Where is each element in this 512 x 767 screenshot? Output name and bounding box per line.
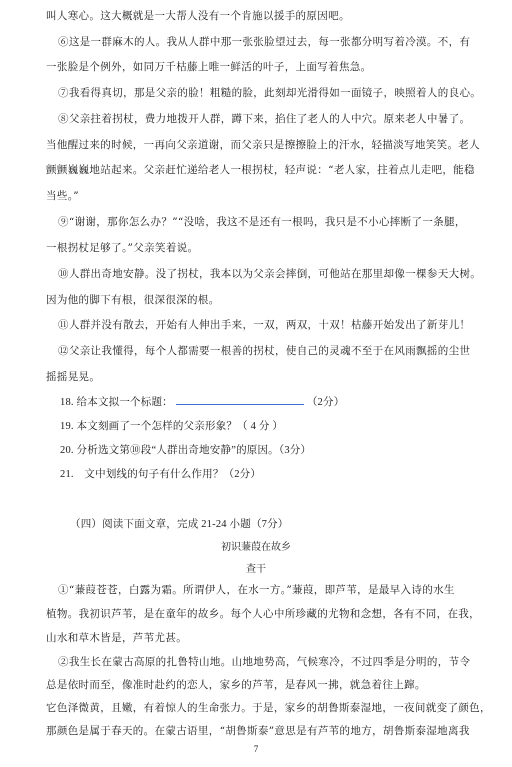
article-line: 植物。我初识芦苇，是在童年的故乡。每个人心中所珍藏的尤物和念想，各有不同，在我， [46,608,480,620]
paragraph-11-line: ⑪人群并没有散去，开始有人伸出手来，一双，两双，十双！枯藤开始发出了新芽儿！ [58,319,471,331]
article-line: 山水和草木皆是，芦苇尤甚。 [46,632,188,644]
section-heading: （四）阅读下面文章，完成 21-24 小题（7分） [70,519,289,530]
text-line: 一根拐杖足够了。”父亲笑着说。 [46,242,199,254]
paragraph-12-line: ⑫父亲让我懂得，每个人都需要一根善的拐杖，使自己的灵魂不至于在风雨飘摇的尘世 [58,345,471,357]
article-title: 初识蒹葭在故乡 [221,542,291,553]
text-line: 颤颤巍巍地站起来。父亲赶忙递给老人一根拐杖，轻声说：“老人家，拄着点儿走吧，能稳 [46,164,475,176]
paragraph-9-line: ⑨“谢谢，那你怎么办？”“没啥，我这不是还有一根吗，我只是不小心摔断了一条腿， [58,216,466,228]
article-line: 那颜色是属于春天的。在蒙古语里，“胡鲁斯泰”意思是有芦苇的地方，胡鲁斯泰湿地离我 [46,725,470,737]
paragraph-6-line: ⑥这是一群麻木的人。我从人群中那一张张脸望过去，每一张都分明写着冷漠。不，有 [58,36,471,48]
answer-blank[interactable] [176,395,304,405]
article-line: 总是依时而至，像准时赴约的恋人，家乡的芦苇，是春风一拂，就急着往上蹿。 [46,679,426,691]
question-18-text: 18. 给本文拟一个标题： [60,397,173,408]
question-20: 20. 分析选文第⑩段“人群出奇地安静”的原因。（3分） [60,445,312,456]
paragraph-10-line: ⑩人群出奇地安静。没了拐杖，我本以为父亲会摔倒，可他站在那里却像一棵参天大树。 [58,268,482,280]
paragraph-8-line: ⑧父亲拄着拐杖，费力地拨开人群，蹲下来，掐住了老人的人中穴。原来老人中暑了。 [58,113,471,125]
text-line: 因为他的脚下有根，很深很深的根。 [46,294,220,306]
article-author: 查干 [246,564,266,575]
question-21: 21. 文中划线的句子有什么作用？（2分） [60,469,262,480]
article-paragraph-1-line: ①“蒹葭苍苍，白露为霜。所谓伊人，在水一方。”蒹葭，即芦苇，是最早入诗的水生 [58,584,455,596]
article-paragraph-2-line: ②我生长在蒙古高原的扎鲁特山地。山地地势高，气候寒冷，不过四季是分明的，节令 [58,656,471,668]
question-18-score: （2分） [306,397,345,408]
question-18 [60,395,344,409]
article-line: 它色泽微黄，且嫩，有着惊人的生命张力。于是，家乡的胡鲁斯泰湿地，一夜间就变了颜色， [46,702,491,714]
text-line: 叫人寒心。这大概就是一大帮人没有一个肯施以援手的原因吧。 [46,10,350,22]
text-line: 摇摇晃晃。 [46,371,101,383]
question-19: 19. 本文刻画了一个怎样的父亲形象？（ 4 分 ） [60,421,284,432]
text-line: 当他醒过来的时候，一再向父亲道谢，而父亲只是擦擦脸上的汗水，轻描淡写地笑笑。老人 [46,139,480,151]
page-number: 7 [253,744,259,754]
text-line: 当些。” [46,190,80,202]
text-line: 一张脸是个例外，如同万千枯藤上唯一鲜活的叶子，上面写着焦急。 [46,61,372,73]
paragraph-7-line: ⑦我看得真切，那是父亲的脸！粗糙的脸，此刻却光滑得如一面镜子，映照着人的良心。 [58,87,482,99]
